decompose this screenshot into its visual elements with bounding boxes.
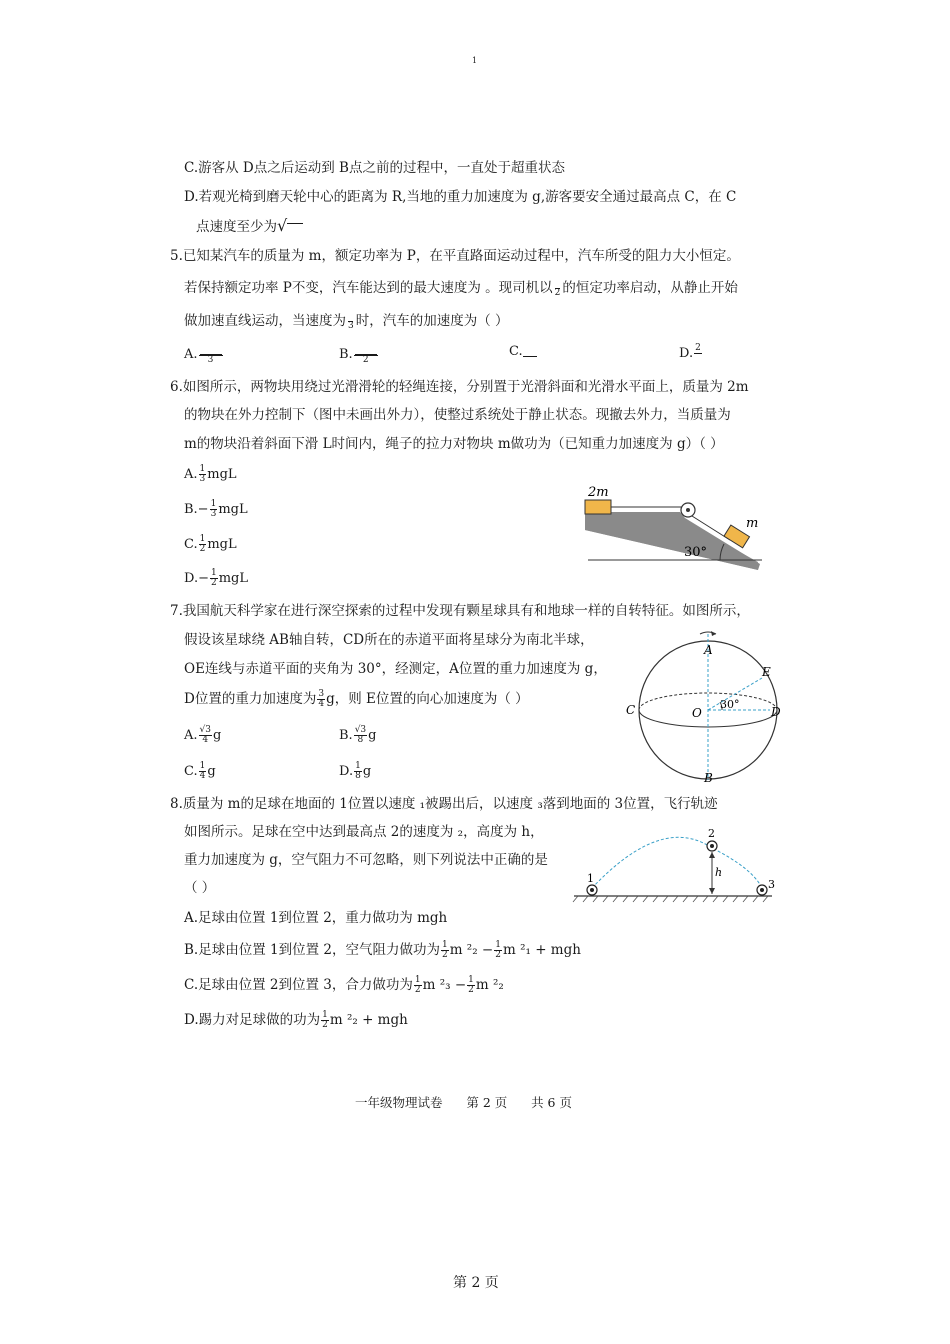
label-2m: 2m (588, 485, 609, 500)
q5-option-b: B. 2 (339, 344, 379, 365)
q5-option-d: D. 2 (679, 343, 701, 361)
ground-hatch (573, 896, 768, 902)
q5-line3-fraction: 3 (347, 312, 355, 331)
page-number-label: 第 2 页 (453, 1275, 499, 1291)
q6-option-d: D.− $\frac{1}{2}$ mgL (184, 568, 249, 588)
q5-line2 (184, 278, 738, 298)
q8-line4: （ ） (184, 880, 216, 896)
label-d: D (771, 705, 781, 719)
q8-option-d: D.踢力对足球做的功为 $\frac{1}{2}$ m ²₂ + mgh (184, 1010, 408, 1030)
q7-sphere-figure (620, 630, 790, 785)
label-b: B (704, 771, 713, 785)
q8-option-b: B.足球由位置 1到位置 2，空气阻力做功为 $\frac{1}{2}$ m ²₂ − $\frac{1}{2}$ m ²₁ + mgh (184, 940, 581, 960)
q5-line2-fraction: 2 (554, 279, 562, 298)
page-footer: 一年级物理试卷 第 2 页 共 6 页 (355, 1095, 572, 1110)
q8-line1: 8.质量为 m的足球在地面的 1位置以速度 ₁被踢出后，以速度 ₃落到地面的 3位置，飞行轨迹 (170, 796, 718, 812)
q7-line1: 7.我国航天科学家在进行深空探索的过程中发现有颗星球具有和地球一样的自转特征。如图所示， (170, 603, 750, 619)
label-angle: 30° (684, 545, 708, 560)
q7-line2: 假设该星球绕 AB轴自转，CD所在的赤道平面将星球分为南北半球， (184, 632, 594, 648)
label-m: m (746, 516, 759, 531)
q8-option-c: C.足球由位置 2到位置 3，合力做功为 $\frac{1}{2}$ m ²₃ − $\frac{1}{2}$ m ²₂ (184, 975, 504, 995)
sqrt-symbol: √ (277, 216, 288, 235)
q8-line2: 如图所示。足球在空中达到最高点 2的速度为 ₂，高度为 h， (184, 824, 544, 840)
q8-line3: 重力加速度为 g，空气阻力不可忽略，则下列说法中正确的是 (184, 852, 548, 868)
q6-option-a: A. $\frac{1}{3}$ mgL (184, 464, 237, 484)
q7-option-d: D. $\frac{1}{8}$ g (339, 761, 372, 781)
page-marker: 1 (472, 56, 478, 65)
q5-option-c: C. (509, 344, 537, 359)
label-3: 3 (768, 878, 775, 891)
q7-option-b: B. $\frac{√3}{8}$ g (339, 725, 377, 745)
block-2m (585, 500, 611, 514)
q5-line3 (184, 311, 509, 331)
q6-option-c: C. $\frac{1}{2}$ mgL (184, 534, 237, 554)
label-2: 2 (708, 827, 715, 840)
label-c: C (626, 703, 636, 717)
q5-line1: 5.已知某汽车的质量为 m，额定功率为 P，在平直路面运动过程中，汽车所受的阻力大小恒定。 (170, 248, 740, 264)
label-o: O (692, 706, 702, 720)
q6-line2: 的物块在外力控制下（图中未画出外力），使整过系统处于静止状态。现撤去外力，当质量为 (184, 407, 731, 423)
q7-line4: D位置的重力加速度为 $\frac{3}{4}$ g，则 E位置的向心加速度为（ ） (184, 689, 529, 709)
label-h: h (715, 866, 723, 879)
trajectory-path (592, 837, 762, 888)
q6-incline-figure (580, 482, 770, 572)
q4-option-d-text: 点速度至少为 (196, 219, 277, 235)
q6-line3: m的物块沿着斜面下滑 L时间内，绳子的拉力对物块 m做功为（已知重力加速度为 g）（ ） (184, 436, 724, 452)
q8-trajectory-figure (572, 826, 777, 908)
q4-option-c: C.游客从 D点之后运动到 B点之前的过程中，一直处于超重状态 (184, 160, 565, 176)
q8-option-a: A.足球由位置 1到位置 2，重力做功为 mgh (184, 910, 448, 926)
q7-option-c: C. $\frac{1}{4}$ g (184, 761, 216, 781)
label-e: E (762, 665, 771, 679)
q5-line3-a: 做加速直线运动，当速度为 (184, 313, 346, 329)
q6-line1: 6.如图所示，两物块用绕过光滑滑轮的轻绳连接，分别置于光滑斜面和光滑水平面上，质量为 2m (170, 379, 749, 395)
q7-option-a: A. $\frac{√3}{4}$ g (184, 725, 222, 745)
q5-line2-a: 若保持额定功率 P不变，汽车能达到的最大速度为 。现司机以 (184, 280, 553, 296)
q5-option-a: A. 3 (184, 344, 224, 365)
q7-line3: OE连线与赤道平面的夹角为 30°，经测定，A位置的重力加速度为 g， (184, 661, 607, 677)
q6-option-b: B.− $\frac{1}{3}$ mgL (184, 499, 248, 519)
label-angle: 30° (720, 698, 740, 711)
q4-option-d-line1: D.若观光椅到磨天轮中心的距离为 R,当地的重力加速度为 g,游客要安全通过最高点 C，在 C (184, 189, 737, 205)
label-1: 1 (587, 872, 594, 885)
q5-line3-b: 时，汽车的加速度为（ ） (355, 313, 509, 329)
label-a: A (704, 643, 713, 657)
sqrt-bar (287, 223, 303, 236)
q5-line2-b: 的恒定功率启动，从静止开始 (562, 280, 738, 296)
q4-option-d-line2 (196, 216, 303, 237)
